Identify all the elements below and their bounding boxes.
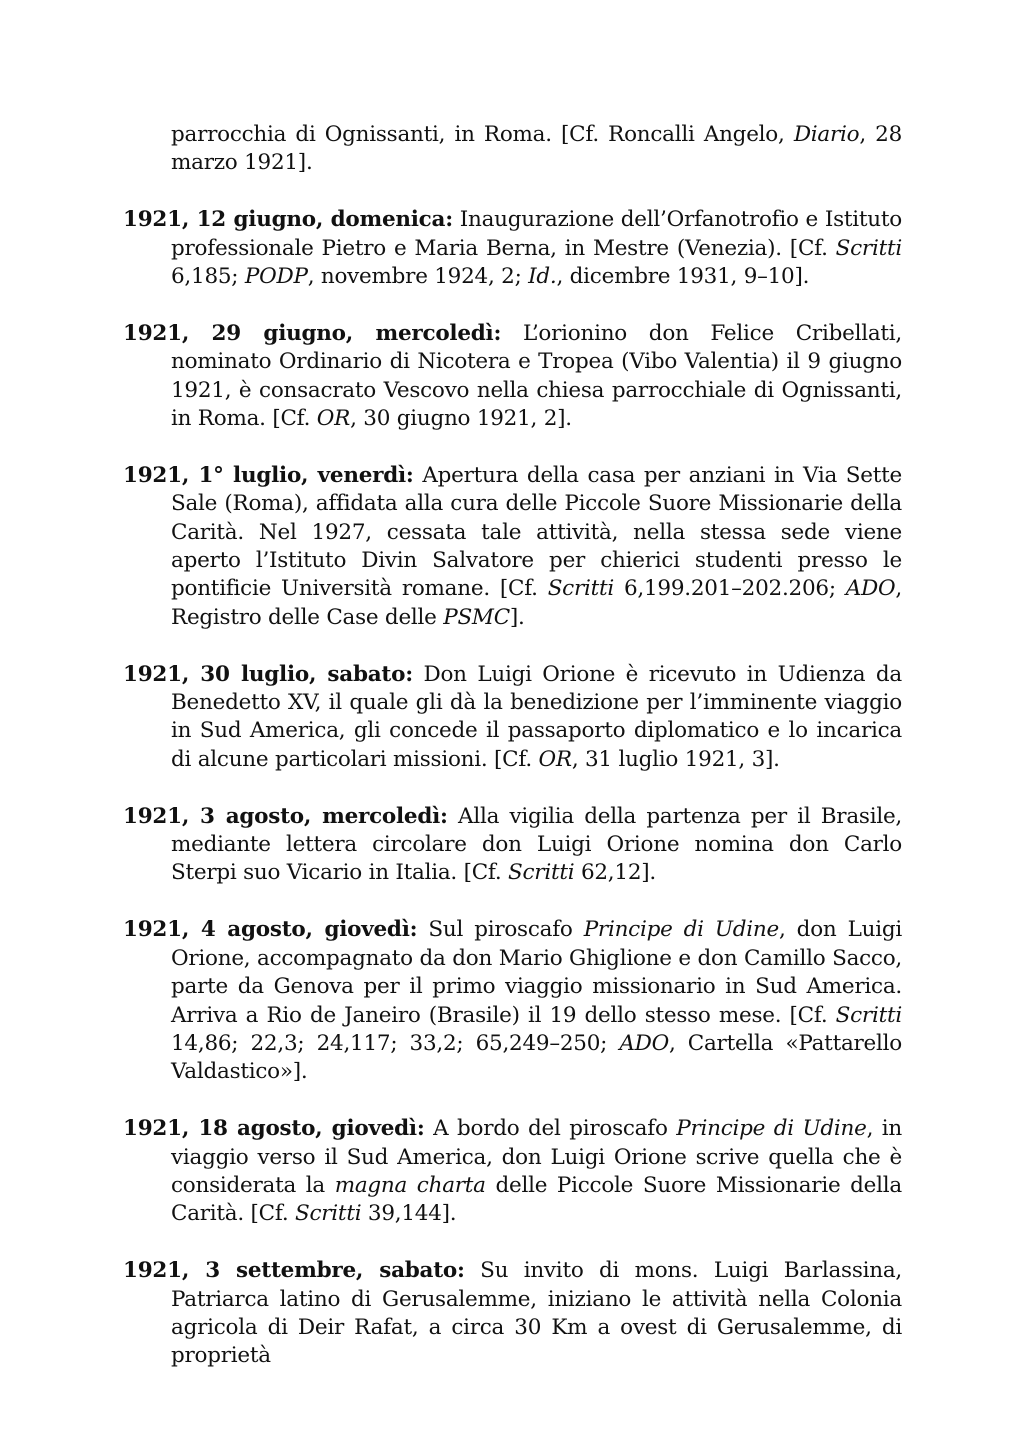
entry-1921-08-04: 1921, 4 agosto, giovedì: Sul piroscafo Principe di Udine, don Luigi Orione, accompagnato da don Mario Ghiglione e don Camillo Sacco, parte da Genova per il primo viaggio missionario in Sud America. Arriva a Rio de Janeiro (Brasile) il 19 dello stesso mese. [Cf. Scritti 14,86; 22,3; 24,117; 33,2; 65,249–250; ADO, Cartella «Pattarello Valdastico»]. <box>123 917 902 1085</box>
entry-date-heading: 1921, 12 giugno, domenica: <box>123 207 453 233</box>
entry-1921-06-29: 1921, 29 giugno, mercoledì: L’orionino don Felice Cribellati, nominato Ordinario di Nicotera e Tropea (Vibo Valentia) il 9 giugno 1921, è consacrato Vescovo nella chiesa parrocchiale di Ognissanti, in Roma. [Cf. OR, 30 giugno 1921, 2]. <box>123 320 902 432</box>
entry-date-heading: 1921, 30 luglio, sabato: <box>123 661 413 687</box>
entry-1921-06-12: 1921, 12 giugno, domenica: Inaugurazione dell’Orfanotrofio e Istituto professionale Pietro e Maria Berna, in Mestre (Venezia). [Cf. Scritti 6,185; PODP, novembre 1924, 2; Id., dicembre 1931, 9–10]. <box>123 207 902 290</box>
entry-1921-09-03: 1921, 3 settembre, sabato: Su invito di mons. Luigi Barlassina, Patriarca latino di Gerusalemme, iniziano le attività nella Colonia agricola di Deir Rafat, a circa 30 Km a ovest di Gerusalemme, di proprietà <box>123 1258 902 1369</box>
entry-1921-08-03: 1921, 3 agosto, mercoledì: Alla vigilia della partenza per il Brasile, mediante lettera circolare don Luigi Orione nomina don Carlo Sterpi suo Vicario in Italia. [Cf. Scritti 62,12]. <box>123 803 902 886</box>
document-page <box>123 121 902 1399</box>
entry-date-heading: 1921, 4 agosto, giovedì: <box>123 917 418 943</box>
entry-continuation: parrocchia di Ognissanti, in Roma. [Cf. Roncalli Angelo, Diario, 28 marzo 1921]. <box>171 122 903 176</box>
entry-date-heading: 1921, 29 giugno, mercoledì: <box>123 320 502 346</box>
entry-1921-08-18: 1921, 18 agosto, giovedì: A bordo del piroscafo Principe di Udine, in viaggio verso il Sud America, don Luigi Orione scrive quella che è considerata la magna charta delle Piccole Suore Missionarie della Carità. [Cf. Scritti 39,144]. <box>123 1116 902 1227</box>
entry-date-heading: 1921, 18 agosto, giovedì: <box>123 1116 425 1142</box>
entry-date-heading: 1921, 3 agosto, mercoledì: <box>123 803 448 829</box>
entry-date-heading: 1921, 1° luglio, venerdì: <box>123 462 414 488</box>
entry-1921-07-01: 1921, 1° luglio, venerdì: Apertura della casa per anziani in Via Sette Sale (Roma), affidata alla cura delle Piccole Suore Missionarie della Carità. Nel 1927, cessata tale attività, nella stessa sede viene aperto l’Istituto Divin Salvatore per chierici studenti presso le pontificie Università romane. [Cf. Scritti 6,199.201–202.206; ADO, Registro delle Case delle PSMC]. <box>123 462 903 630</box>
entry-date-heading: 1921, 3 settembre, sabato: <box>123 1258 465 1284</box>
entry-1921-07-30: 1921, 30 luglio, sabato: Don Luigi Orione è ricevuto in Udienza da Benedetto XV, il quale gli dà la benedizione per l’imminente viaggio in Sud America, gli concede il passaporto diplomatico e lo incarica di alcune particolari missioni. [Cf. OR, 31 luglio 1921, 3]. <box>123 661 902 772</box>
